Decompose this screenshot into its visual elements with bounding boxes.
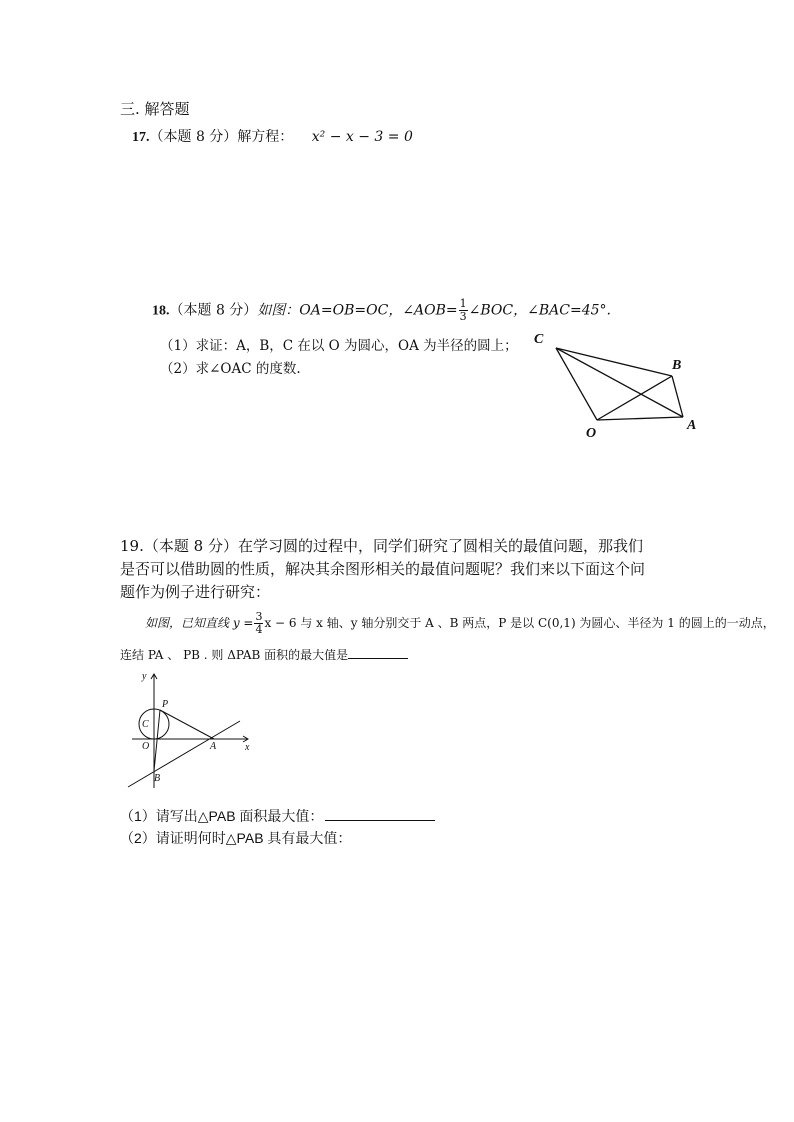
q18-part1: （1）求证：A，B，C 在以 O 为圆心，OA 为半径的圆上； [160,338,518,354]
q18-frac-den: 3 [459,310,467,323]
label-P: P [162,699,169,710]
label-O: O [142,741,150,752]
q19-example-fraction [254,611,263,636]
q19-example-line1 [145,611,775,636]
label-O: O [586,426,597,441]
q18-points: （本题 8 分） [169,302,258,319]
q17-prompt: 解方程： [237,129,294,145]
segment-OB [597,376,672,420]
label-C: C [142,719,149,730]
question-18 [152,298,611,323]
segment-OA [597,417,683,420]
q19-part1-text: （1）请写出△PAB 面积最大值： [120,808,324,824]
q18-number: 18. [152,303,170,319]
segment-CB [556,348,672,376]
q19-example-prefix: 如图，已知直线 y = [145,616,254,630]
q17-number: 17. [132,130,150,145]
q19-intro-line1 [120,535,645,558]
label-A: A [687,418,697,433]
q19-frac-den: 4 [255,623,263,636]
q19-intro-text1: 在学习圆的过程中，同学们研究了圆相关的最值问题，那我们 [237,537,643,555]
q19-example-suffix: x − 6 与 x 轴、y 轴分别交于 A 、B 两点，P 是以 C(0,1) 为圆心、半径为 1 的圆上的一动点， [264,616,775,630]
q18-condition-suffix: ∠BOC，∠BAC=45°. [468,302,611,319]
label-y: y [142,671,147,682]
q18-part2: （2）求∠OAC 的度数. [160,361,301,377]
question-19 [120,535,645,604]
label-A: A [210,741,217,752]
q19-intro-line3: 题作为例子进行研究： [120,583,271,601]
q19-frac-num: 3 [255,610,263,623]
label-x: x [245,742,250,753]
q19-example-line2 [120,646,408,663]
section-title: 三. 解答题 [120,100,190,118]
q19-example-line2-text: 连结 PA 、 PB . 则 ΔPAB 面积的最大值是 [120,648,349,662]
line-AB [128,721,240,787]
q19-intro-line2: 是否可以借助圆的性质，解决其余图形相关的最值问题呢？我们来以下面这个问 [120,560,646,578]
label-B: B [672,358,682,373]
q19-points: （本题 8 分） [143,537,238,555]
segment-BA [672,376,683,417]
q17-points: （本题 8 分） [149,129,238,145]
q19-part1-answer-blank[interactable] [325,820,435,821]
q18-condition-prefix: 如图：OA=OB=OC，∠AOB= [257,302,458,319]
label-C: C [534,332,544,347]
q17-equation: x² − x − 3 = 0 [311,129,413,145]
q19-part2: （2）请证明何时△PAB 具有最大值： [120,830,352,846]
q19-part1 [120,806,435,826]
q19-figure [120,668,260,793]
segment-PA [160,710,214,739]
q18-fraction [459,298,468,323]
q18-figure [525,325,710,445]
q18-frac-num: 1 [459,297,467,310]
segment-PB [154,710,160,771]
label-B: B [154,773,161,784]
q19-example-answer-blank[interactable] [348,658,408,659]
q19-number: 19. [120,537,144,555]
question-17 [132,126,413,146]
